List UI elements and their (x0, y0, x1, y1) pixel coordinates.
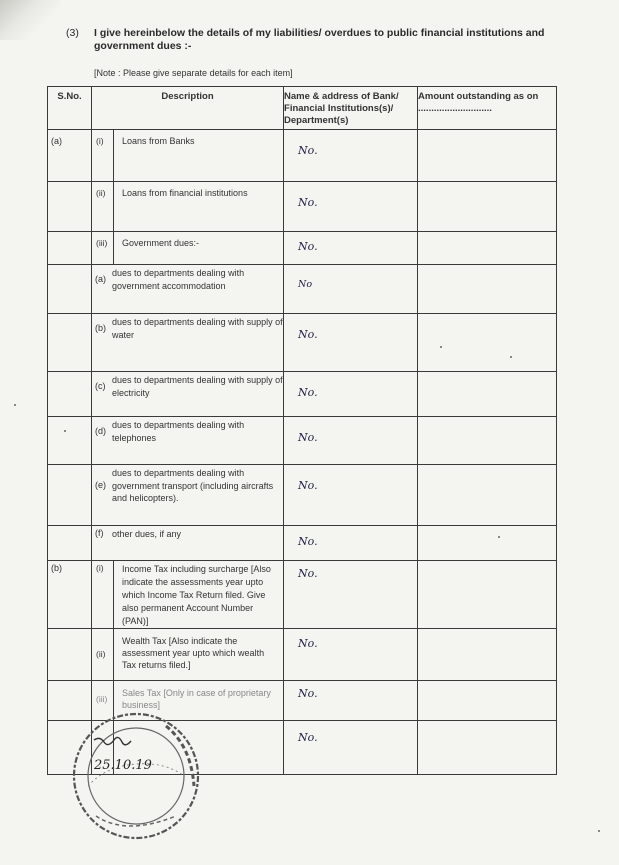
table-row (48, 561, 557, 629)
row-letter: (e) (95, 479, 106, 490)
table-row (48, 417, 557, 465)
scan-speck (510, 356, 512, 358)
table-row (48, 629, 557, 681)
row-amount (418, 465, 557, 526)
row-amount (418, 130, 557, 182)
row-amount (418, 629, 557, 681)
row-amount (418, 561, 557, 629)
row-value: No. (284, 629, 418, 681)
table-row (48, 465, 557, 526)
row-index: (ii) (92, 182, 114, 232)
row-value: No. (284, 417, 418, 465)
row-index: (ii) (92, 629, 114, 681)
header-amount: Amount outstanding as on ............................ (418, 87, 557, 130)
table-row (48, 372, 557, 417)
row-index: (i) (92, 130, 114, 182)
row-description-cell (92, 465, 284, 526)
stamp-handwriting: 25.10.19 (94, 758, 152, 773)
official-stamp (66, 706, 206, 846)
row-sno (48, 526, 92, 561)
liabilities-table (47, 86, 557, 775)
row-letter: (c) (95, 380, 106, 391)
row-sno (48, 629, 92, 681)
row-description-cell (92, 265, 284, 314)
row-sno (48, 265, 92, 314)
row-value: No. (284, 526, 418, 561)
row-sno (48, 232, 92, 265)
row-value: No. (284, 232, 418, 265)
scan-speck (14, 404, 16, 406)
table-row (48, 182, 557, 232)
row-index: (i) (92, 561, 114, 629)
row-value: No. (284, 681, 418, 721)
row-value: No (284, 265, 418, 314)
row-sno (48, 465, 92, 526)
row-value: No. (284, 182, 418, 232)
row-amount (418, 232, 557, 265)
row-value: No. (284, 721, 418, 775)
row-description: Wealth Tax [Also indicate the assessment year upto which wealth Tax returns filed.] (114, 629, 284, 681)
header-description: Description (92, 87, 284, 130)
section-note: [Note : Please give separate details for each item] (94, 68, 293, 78)
scan-speck (64, 430, 66, 432)
row-amount (418, 372, 557, 417)
row-description: dues to departments dealing with supply of water (112, 317, 283, 340)
row-description: Income Tax including surcharge [Also indicate the assessments year upto which Income Tax Return filed. Give also permanent Account Number (PAN)] (114, 561, 284, 629)
row-description: dues to departments dealing with government transport (including aircrafts and helicopters). (112, 468, 274, 503)
row-letter: (d) (95, 425, 106, 436)
row-sno: (a) (48, 130, 92, 182)
row-description-cell (92, 372, 284, 417)
row-description: Loans from financial institutions (114, 182, 284, 232)
row-index: (iii) (92, 232, 114, 265)
row-description-cell (92, 417, 284, 465)
table-header-row (48, 87, 557, 130)
table-row (48, 314, 557, 372)
section-number: (3) (66, 27, 79, 39)
row-description-cell (92, 314, 284, 372)
scan-corner-fold (0, 0, 60, 40)
header-name-address: Name & address of Bank/ Financial Institutions(s)/ Department(s) (284, 87, 418, 130)
scan-speck (440, 346, 442, 348)
table-row (48, 265, 557, 314)
header-sno: S.No. (48, 87, 92, 130)
row-letter: (a) (95, 273, 106, 284)
row-letter: (f) (95, 528, 104, 539)
row-description-cell (92, 526, 284, 561)
row-value: No. (284, 130, 418, 182)
scan-speck (598, 830, 600, 832)
row-sno (48, 314, 92, 372)
row-amount (418, 417, 557, 465)
row-sno (48, 182, 92, 232)
row-amount (418, 265, 557, 314)
row-description: other dues, if any (112, 529, 182, 539)
section-heading (66, 27, 586, 53)
section-text: I give hereinbelow the details of my liabilities/ overdues to public financial institutions and government dues :- (94, 27, 545, 52)
row-value: No. (284, 372, 418, 417)
row-value: No. (284, 314, 418, 372)
row-amount (418, 314, 557, 372)
row-index: (iii) (92, 681, 114, 721)
row-description: Government dues:- (114, 232, 284, 265)
row-sno (48, 417, 92, 465)
row-amount (418, 681, 557, 721)
row-letter: (b) (95, 322, 106, 333)
table-row (48, 232, 557, 265)
row-description: dues to departments dealing with government accommodation (112, 268, 245, 291)
table-row (48, 130, 557, 182)
row-description: Loans from Banks (114, 130, 284, 182)
scan-speck (498, 536, 500, 538)
row-sno (48, 372, 92, 417)
row-amount (418, 182, 557, 232)
row-amount (418, 721, 557, 775)
row-description: dues to departments dealing with supply of electricity (112, 375, 283, 398)
row-value: No. (284, 465, 418, 526)
row-description: dues to departments dealing with telephones (112, 420, 245, 443)
row-description: Sales Tax [Only in case of proprietary business] (114, 681, 284, 721)
row-value: No. (284, 561, 418, 629)
table-row (48, 526, 557, 561)
row-sno: (b) (48, 561, 92, 629)
stamp-seal-icon (66, 706, 206, 846)
row-amount (418, 526, 557, 561)
